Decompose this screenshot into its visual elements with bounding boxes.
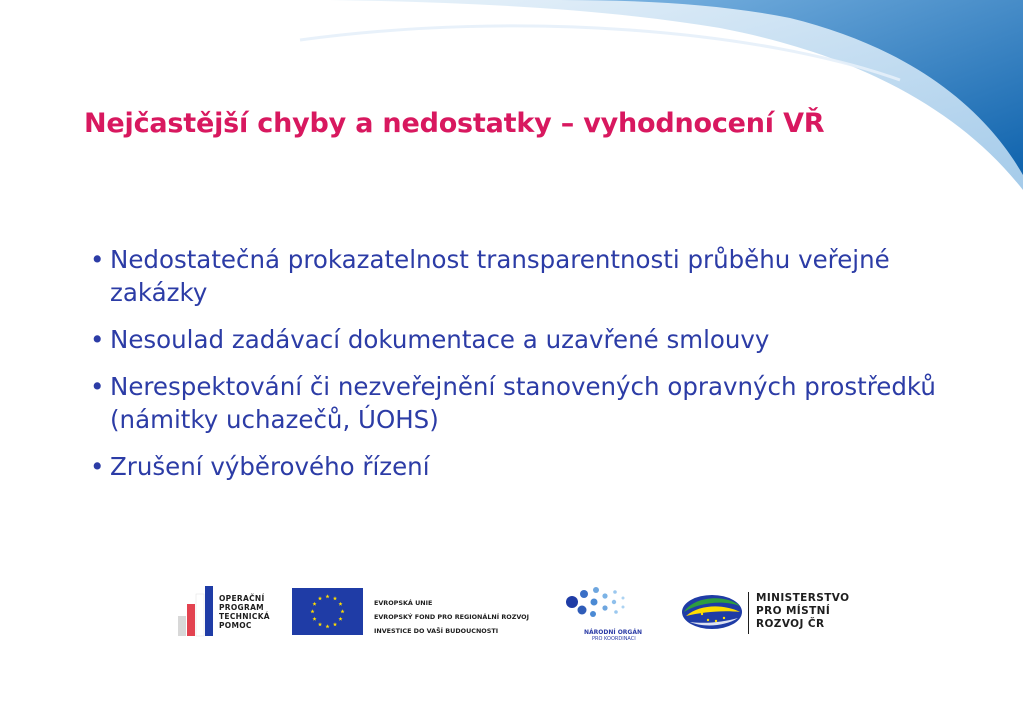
eu-logo-line: EVROPSKÁ UNIE	[374, 599, 433, 607]
eu-logo-line: INVESTICE DO VAŠÍ BUDOUCNOSTI	[374, 627, 499, 635]
op-technicka-pomoc-logo	[176, 586, 286, 638]
eu-logo-text	[374, 596, 529, 638]
op-bars-icon	[176, 586, 218, 638]
bullet-item: • Nesoulad zadávací dokumentace a uzavřené smlouvy	[90, 323, 950, 356]
narodni-organ-logo	[562, 584, 652, 642]
bullet-list	[90, 243, 950, 497]
narodni-organ-line2: PRO KOORDINACI	[592, 636, 636, 642]
op-logo-line: POMOC	[219, 621, 252, 630]
eu-flag-icon	[292, 588, 363, 635]
op-logo-line: PROGRAM	[219, 603, 264, 612]
op-logo-line: TECHNICKÁ	[219, 612, 270, 621]
op-logo-line: OPERAČNÍ	[219, 594, 265, 603]
mmr-separator	[748, 592, 749, 634]
bullet-item: • Nerespektování či nezveřejnění stanovených opravných prostředků (námitky uchazečů, ÚOHS)	[90, 370, 950, 436]
footer-logos	[0, 578, 1023, 648]
mmr-emblem-icon	[680, 592, 744, 632]
bullet-item: • Nedostatečná prokazatelnost transparentnosti průběhu veřejné zakázky	[90, 243, 950, 309]
dots-icon	[562, 584, 652, 628]
mmr-logo-line: PRO MÍSTNÍ	[756, 605, 831, 617]
narodni-organ-line1: NÁRODNÍ ORGÁN	[584, 629, 643, 636]
mmr-logo-line: ROZVOJ ČR	[756, 618, 825, 630]
mmr-logo-text	[756, 592, 849, 631]
eu-logo-line: EVROPSKÝ FOND PRO REGIONÁLNÍ ROZVOJ	[374, 613, 529, 621]
slide-title: Nejčastější chyby a nedostatky – vyhodnocení VŘ	[84, 108, 825, 139]
mmr-logo-line: MINISTERSTVO	[756, 592, 850, 604]
bullet-item: • Zrušení výběrového řízení	[90, 450, 950, 483]
